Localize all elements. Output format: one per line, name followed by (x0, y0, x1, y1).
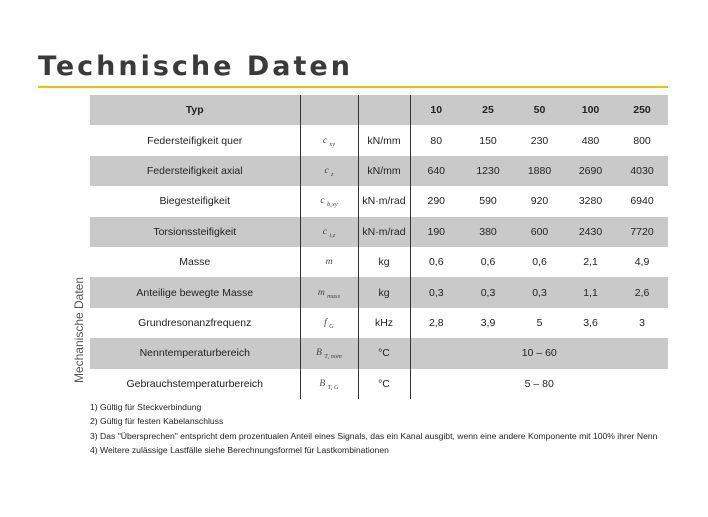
row-value: 480 (581, 134, 600, 147)
header-model: 25 (462, 95, 514, 125)
header-model: 250 (616, 95, 668, 125)
symbol-subscript: xy (329, 140, 336, 148)
row-label: Federsteifigkeit quer (147, 134, 243, 147)
row-label: Grundresonanzfrequenz (138, 316, 252, 329)
row-label: Federsteifigkeit axial (90, 156, 300, 186)
title-underline (38, 86, 668, 88)
row-value: 0,6 (532, 256, 547, 269)
row-value: 3,6 (583, 316, 598, 329)
row-unit: °C (358, 369, 410, 399)
symbol-text (319, 379, 338, 389)
row-label: Torsionssteifigkeit (90, 217, 300, 247)
header-unit-cell (358, 95, 410, 125)
table-row (90, 247, 668, 277)
row-unit: kN·m/rad (358, 186, 410, 216)
row-value: 0,6 (480, 256, 496, 269)
symbol-base: c (320, 196, 325, 207)
row-unit: kN/mm (358, 156, 410, 186)
table-row (90, 156, 668, 186)
symbol-text (324, 166, 333, 176)
header-model: 10 (410, 95, 462, 125)
symbol-text (323, 136, 335, 146)
footnote: 3) Das "Übersprechen" entspricht dem prozentualen Anteil eines Signals, das ein Kanal ausgibt, wenn eine andere Komponente mit 100% ihrer Nenn (90, 430, 658, 441)
header-symbol-cell (300, 95, 358, 125)
row-value: 380 (462, 217, 514, 247)
row-unit: kHz (358, 308, 410, 338)
row-symbol (300, 186, 358, 216)
row-value: 190 (410, 217, 462, 247)
symbol-subscript: t,z (329, 231, 336, 239)
row-symbol (300, 308, 358, 338)
symbol-text (320, 196, 338, 209)
row-unit: kN·m/rad (358, 217, 410, 247)
symbol-subscript: mass (327, 292, 341, 300)
row-value: 2430 (565, 217, 616, 247)
row-value: 1,1 (565, 277, 616, 307)
symbol-text (316, 348, 342, 361)
row-value: 4,9 (634, 256, 650, 269)
table-row (90, 369, 668, 399)
row-value: 6940 (630, 195, 654, 208)
row-value: 230 (530, 134, 549, 147)
row-value: 2690 (565, 156, 616, 186)
footnote: 4) Weitere zulässige Lastfälle siehe Berechnungsformel für Lastkombinationen (90, 444, 389, 455)
symbol-text (318, 288, 340, 298)
row-symbol (300, 338, 358, 368)
row-value: 590 (479, 195, 497, 208)
footnotes (90, 400, 680, 457)
symbol-text (324, 318, 334, 328)
row-value: 1230 (462, 156, 514, 186)
symbol-subscript: G (329, 322, 334, 330)
row-value: 600 (514, 217, 565, 247)
row-value: 5 (536, 316, 543, 329)
row-value: 2,6 (616, 277, 668, 307)
symbol-text (323, 227, 336, 237)
row-label: Masse (179, 256, 211, 269)
row-unit: kg (358, 247, 410, 277)
row-value: 0,3 (514, 277, 565, 307)
symbol-base: m (325, 257, 333, 268)
symbol-base: c (322, 135, 328, 146)
row-value-range: 5 – 80 (410, 369, 668, 399)
page-title: Technische Daten (38, 51, 353, 82)
symbol-text (326, 257, 333, 267)
symbol-base: m (317, 287, 325, 298)
header-model: 50 (514, 95, 565, 125)
row-symbol (300, 369, 358, 399)
row-value: 0,3 (462, 277, 514, 307)
row-value: 3,9 (480, 316, 496, 329)
row-value: 0,6 (410, 247, 462, 277)
row-label: Anteilige bewegte Masse (90, 277, 300, 307)
symbol-subscript: b,xy (326, 201, 338, 209)
symbol-base: B (319, 378, 326, 389)
symbol-base: f (324, 317, 327, 328)
symbol-subscript: z (331, 170, 334, 178)
row-symbol (300, 156, 358, 186)
row-value: 800 (633, 134, 651, 147)
footnote: 2) Gültig für festen Kabelanschluss (90, 416, 224, 427)
row-value: 2,1 (583, 256, 598, 269)
row-value: 3 (639, 316, 645, 329)
table-row (90, 186, 668, 216)
row-value: 80 (410, 125, 462, 155)
table-header-row (90, 95, 668, 125)
row-label: Biegesteifigkeit (159, 195, 231, 208)
row-value: 1880 (514, 156, 565, 186)
symbol-subscript: T, nom (324, 353, 342, 361)
row-value: 2,8 (410, 308, 462, 338)
row-value: 4030 (616, 156, 668, 186)
row-value: 920 (530, 195, 549, 208)
row-label: Gebrauchstemperaturbereich (126, 377, 264, 390)
row-value: 3280 (578, 195, 603, 208)
symbol-base: c (324, 166, 329, 177)
symbol-base: c (322, 226, 327, 237)
table-row (90, 277, 668, 307)
spec-table (90, 95, 668, 399)
row-symbol (300, 277, 358, 307)
table-row (90, 338, 668, 368)
row-value-range: 10 – 60 (410, 338, 668, 368)
row-value: 290 (410, 186, 462, 216)
row-value: 0,3 (410, 277, 462, 307)
row-value: 150 (479, 134, 497, 147)
row-symbol (300, 125, 358, 155)
table-row (90, 217, 668, 247)
symbol-subscript: T, G (327, 383, 339, 391)
symbol-base: B (316, 348, 322, 359)
header-model: 100 (565, 95, 616, 125)
row-value: 7720 (616, 217, 668, 247)
row-value: 640 (410, 156, 462, 186)
row-unit: °C (358, 338, 410, 368)
row-unit: kN/mm (358, 125, 410, 155)
row-label: Nenntemperaturbereich (90, 338, 300, 368)
header-typ: Typ (90, 95, 300, 125)
table-row (90, 125, 668, 155)
table-row (90, 308, 668, 338)
row-symbol (300, 217, 358, 247)
row-unit: kg (358, 277, 410, 307)
row-symbol (300, 247, 358, 277)
footnote: 1) Gültig für Steckverbindung (90, 402, 202, 412)
side-label: Mechanische Daten (72, 276, 86, 384)
